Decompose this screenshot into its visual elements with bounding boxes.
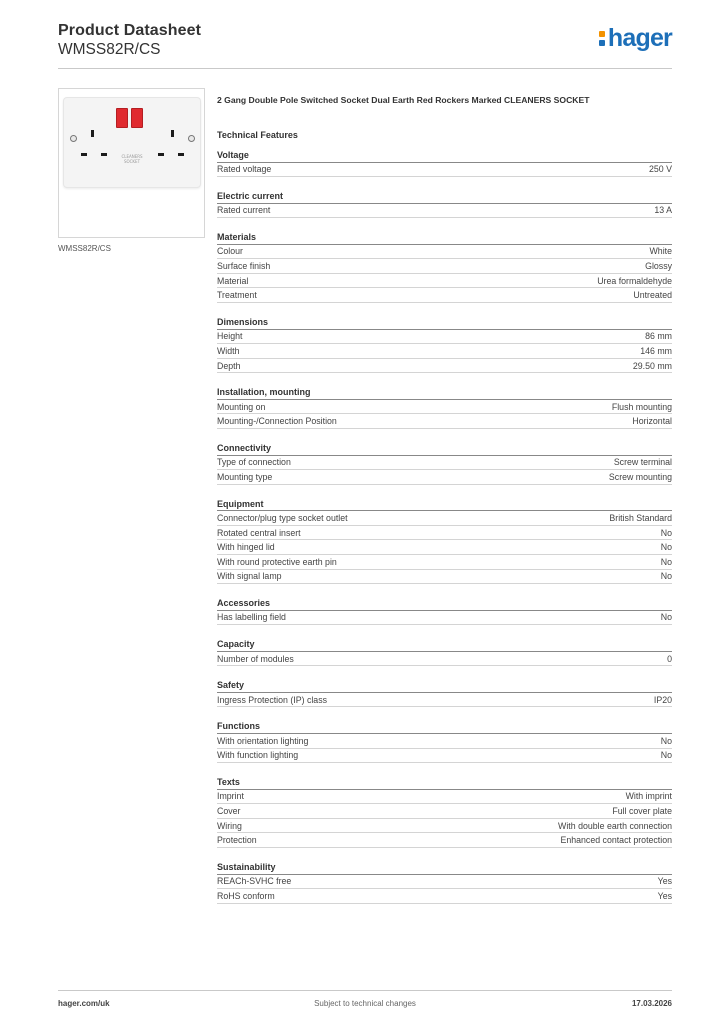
feature-value: 29.50 mm: [632, 360, 672, 371]
feature-value: Untreated: [633, 290, 672, 301]
feature-row: [217, 400, 672, 415]
feature-value: 250 V: [649, 164, 672, 175]
feature-section: [217, 442, 672, 485]
left-screw-icon: [70, 135, 77, 142]
feature-label: Mounting-/Connection Position: [217, 416, 337, 427]
feature-row: [217, 456, 672, 471]
feature-section: [217, 149, 672, 177]
feature-label: RoHS conform: [217, 890, 275, 901]
feature-row: [217, 570, 672, 585]
feature-row: [217, 804, 672, 819]
pin-slot: [158, 153, 164, 156]
pin-slot: [101, 153, 107, 156]
feature-label: REACh-SVHC free: [217, 876, 292, 887]
feature-section: [217, 498, 672, 584]
section-title: Connectivity: [217, 442, 672, 456]
feature-section: [217, 720, 672, 763]
header-divider: [58, 68, 672, 69]
section-title: Capacity: [217, 638, 672, 652]
feature-label: Number of modules: [217, 653, 294, 664]
feature-row: [217, 163, 672, 178]
feature-value: No: [660, 612, 672, 623]
page-footer: [58, 999, 672, 1011]
feature-row: [217, 470, 672, 485]
section-title: Texts: [217, 776, 672, 790]
feature-row: [217, 734, 672, 749]
feature-label: Rated current: [217, 205, 271, 216]
feature-row: [217, 526, 672, 541]
feature-label: With signal lamp: [217, 571, 282, 582]
feature-row: [217, 359, 672, 374]
section-title: Equipment: [217, 498, 672, 512]
feature-row: [217, 749, 672, 764]
feature-value: Full cover plate: [612, 806, 672, 817]
datasheet-content: [217, 95, 672, 904]
feature-row: [217, 652, 672, 667]
feature-value: No: [660, 750, 672, 761]
section-title: Accessories: [217, 597, 672, 611]
earth-pin-slot-right: [171, 130, 174, 137]
feature-value: IP20: [653, 694, 672, 705]
feature-value: No: [660, 735, 672, 746]
feature-value: Screw terminal: [613, 457, 672, 468]
feature-row: [217, 259, 672, 274]
feature-row: [217, 245, 672, 260]
feature-row: [217, 555, 672, 570]
feature-label: Treatment: [217, 290, 257, 301]
feature-section: [217, 861, 672, 904]
feature-label: With round protective earth pin: [217, 556, 337, 567]
website-link[interactable]: hager.com/uk: [58, 999, 110, 1008]
logo-colon-top: [599, 31, 605, 37]
feature-value: No: [660, 527, 672, 538]
feature-value: Enhanced contact protection: [560, 835, 672, 846]
footer-divider: [58, 990, 672, 991]
feature-label: Height: [217, 331, 243, 342]
product-name: 2 Gang Double Pole Switched Socket Dual Earth Red Rockers Marked CLEANERS SOCKET: [217, 95, 590, 105]
feature-value: Glossy: [645, 261, 672, 272]
feature-row: [217, 274, 672, 289]
feature-label: Mounting on: [217, 401, 266, 412]
document-date: 17.03.2026: [631, 999, 672, 1008]
feature-row: [217, 288, 672, 303]
feature-section: [217, 679, 672, 707]
feature-value: 13 A: [654, 205, 672, 216]
feature-row: [217, 819, 672, 834]
feature-label: Cover: [217, 806, 241, 817]
product-code: WMSS82R/CS: [58, 41, 161, 58]
feature-section: [217, 597, 672, 625]
page-header: [58, 22, 672, 70]
pin-slot: [178, 153, 184, 156]
feature-label: Rated voltage: [217, 164, 272, 175]
feature-row: [217, 875, 672, 890]
feature-label: Width: [217, 345, 240, 356]
technical-features-heading: Technical Features: [217, 130, 298, 140]
feature-section: [217, 776, 672, 848]
feature-value: With double earth connection: [558, 820, 672, 831]
section-title: Dimensions: [217, 316, 672, 330]
right-red-rocker-switch: [131, 108, 143, 128]
feature-section: [217, 386, 672, 429]
feature-label: Protection: [217, 835, 257, 846]
feature-label: Has labelling field: [217, 612, 286, 623]
logo-colon-bottom: [599, 40, 605, 46]
feature-label: Depth: [217, 360, 241, 371]
feature-row: [217, 344, 672, 359]
hager-logo[interactable]: [598, 26, 672, 51]
feature-label: Colour: [217, 246, 243, 257]
technical-changes-notice: Subject to technical changes: [314, 999, 416, 1008]
section-title: Voltage: [217, 149, 672, 163]
feature-row: [217, 833, 672, 848]
pin-slot: [81, 153, 87, 156]
feature-label: With orientation lighting: [217, 735, 309, 746]
feature-value: Yes: [657, 890, 672, 901]
feature-row: [217, 889, 672, 904]
feature-label: With function lighting: [217, 750, 299, 761]
feature-row: [217, 540, 672, 555]
product-image: [58, 88, 205, 238]
feature-label: Imprint: [217, 791, 244, 802]
socket-plate: [63, 97, 201, 188]
feature-section: [217, 231, 672, 303]
logo-colon-icon: [598, 27, 607, 47]
feature-row: [217, 204, 672, 219]
feature-value: 146 mm: [640, 345, 672, 356]
engraving-text: CLEANERS SOCKET: [121, 154, 143, 164]
feature-row: [217, 414, 672, 429]
feature-value: Screw mounting: [608, 471, 672, 482]
feature-value: British Standard: [609, 513, 672, 524]
feature-section: [217, 316, 672, 373]
section-title: Functions: [217, 720, 672, 734]
feature-value: 0: [667, 653, 672, 664]
feature-value: White: [649, 246, 672, 257]
feature-value: Yes: [657, 876, 672, 887]
feature-row: [217, 611, 672, 626]
feature-value: Flush mounting: [611, 401, 672, 412]
earth-pin-slot-left: [91, 130, 94, 137]
feature-row: [217, 693, 672, 708]
feature-value: With imprint: [625, 791, 672, 802]
feature-section: [217, 190, 672, 218]
page-title: Product Datasheet: [58, 22, 202, 39]
section-title: Electric current: [217, 190, 672, 204]
feature-label: With hinged lid: [217, 542, 275, 553]
feature-row: [217, 790, 672, 805]
feature-label: Rotated central insert: [217, 527, 301, 538]
feature-label: Wiring: [217, 820, 242, 831]
feature-value: Urea formaldehyde: [597, 275, 672, 286]
feature-sections: [217, 149, 672, 904]
feature-value: No: [660, 542, 672, 553]
image-caption: WMSS82R/CS: [58, 244, 111, 253]
feature-section: [217, 638, 672, 666]
feature-value: No: [660, 571, 672, 582]
feature-label: Type of connection: [217, 457, 291, 468]
section-title: Installation, mounting: [217, 386, 672, 400]
feature-label: Mounting type: [217, 471, 273, 482]
left-red-rocker-switch: [116, 108, 128, 128]
feature-label: Connector/plug type socket outlet: [217, 513, 348, 524]
section-title: Sustainability: [217, 861, 672, 875]
feature-row: [217, 511, 672, 526]
feature-label: Material: [217, 275, 249, 286]
logo-text: hager: [607, 24, 672, 52]
feature-label: Ingress Protection (IP) class: [217, 694, 327, 705]
feature-value: 86 mm: [645, 331, 672, 342]
feature-label: Surface finish: [217, 261, 271, 272]
feature-value: No: [660, 556, 672, 567]
right-screw-icon: [188, 135, 195, 142]
section-title: Safety: [217, 679, 672, 693]
section-title: Materials: [217, 231, 672, 245]
feature-row: [217, 330, 672, 345]
feature-value: Horizontal: [632, 416, 672, 427]
